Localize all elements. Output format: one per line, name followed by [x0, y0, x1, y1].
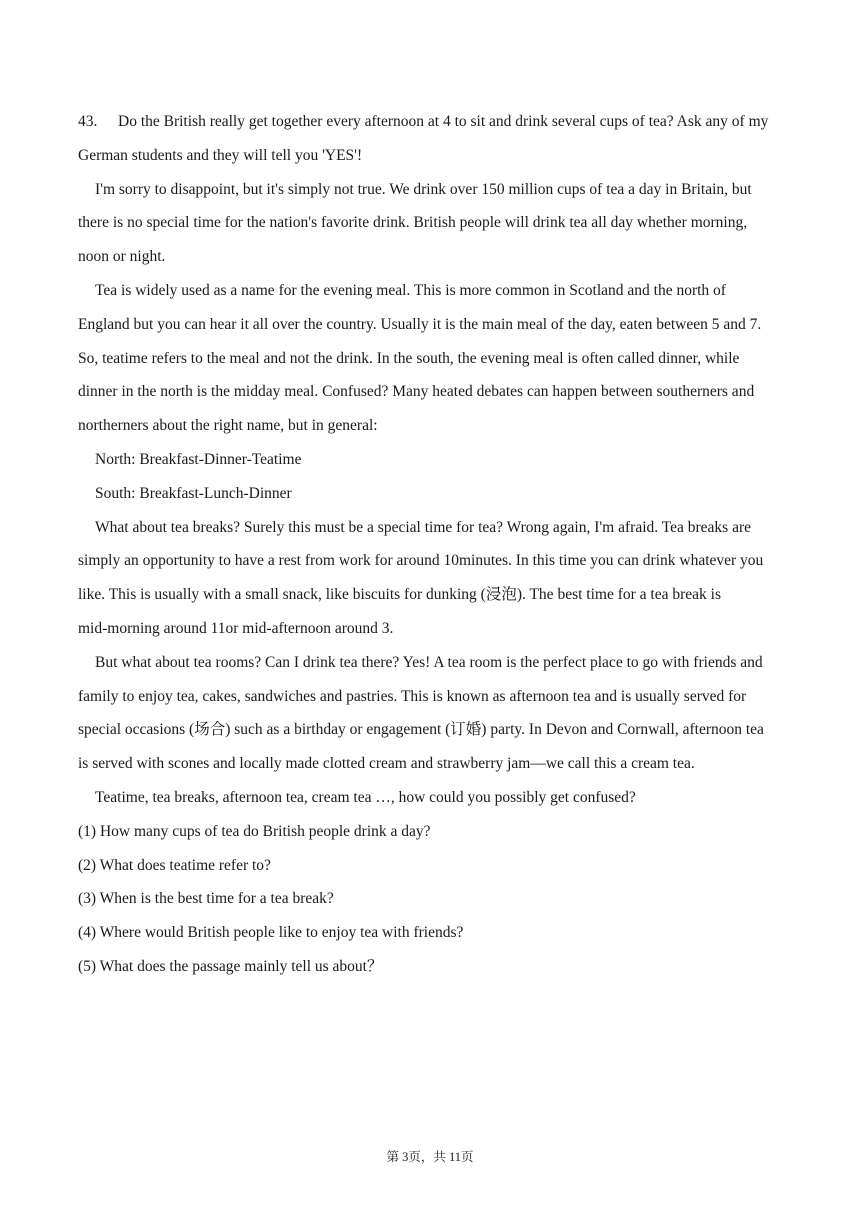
question-4: (4) Where would British people like to enjoy tea with friends? — [78, 924, 464, 942]
page-footer: 第 3页，共 11页 — [386, 1150, 474, 1164]
meal-names-south: South: Breakfast-Lunch-Dinner — [95, 484, 292, 502]
passage-content — [78, 105, 784, 984]
paragraph-4-line-4: is served with scones and locally made clotted cream and strawberry jam—we call this a cream tea. — [78, 755, 695, 773]
question-3: (3) When is the best time for a tea break? — [78, 890, 334, 908]
paragraph-1-line-2: there is no special time for the nation's favorite drink. British people will drink tea all day whether morning, — [78, 214, 748, 232]
passage-intro-line-1 — [78, 105, 784, 139]
paragraph-3-line-1: What about tea breaks? Surely this must be a special time for tea? Wrong again, I'm afraid. Tea breaks are — [95, 518, 751, 536]
paragraph-2-line-3: So, teatime refers to the meal and not the drink. In the south, the evening meal is often called dinner, while — [78, 349, 740, 367]
paragraph-4-line-3: special occasions (场合) such as a birthday or engagement (订婚) party. In Devon and Cornwall, afternoon tea — [78, 721, 764, 739]
paragraph-1-line-1: I'm sorry to disappoint, but it's simply not true. We drink over 150 million cups of tea a day in Britain, but — [95, 180, 752, 198]
paragraph-3-line-2: simply an opportunity to have a rest from work for around 10minutes. In this time you can drink whatever you — [78, 552, 764, 570]
paragraph-2-line-4: dinner in the north is the midday meal. Confused? Many heated debates can happen between southerners and — [78, 383, 755, 401]
paragraph-1-line-3: noon or night. — [78, 248, 166, 266]
paragraph-2-line-5: northerners about the right name, but in general: — [78, 417, 378, 435]
paragraph-3-line-4: mid-morning around 11or mid-afternoon around 3. — [78, 619, 394, 637]
paragraph-2-line-1: Tea is widely used as a name for the evening meal. This is more common in Scotland and the north of — [95, 281, 726, 299]
question-5: (5) What does the passage mainly tell us about？ — [78, 957, 383, 975]
paragraph-5: Teatime, tea breaks, afternoon tea, cream tea …, how could you possibly get confused? — [95, 788, 636, 806]
paragraph-2-line-2: England but you can hear it all over the country. Usually it is the main meal of the day, eaten between 5 and 7. — [78, 315, 762, 333]
paragraph-3-line-3: like. This is usually with a small snack, like biscuits for dunking (浸泡). The best time for a tea break is — [78, 586, 721, 604]
paragraph-4-line-2: family to enjoy tea, cakes, sandwiches and pastries. This is known as afternoon tea and is usually served for — [78, 687, 747, 705]
passage-intro-line-2: German students and they will tell you 'YES'! — [78, 146, 363, 164]
meal-names-north: North: Breakfast-Dinner-Teatime — [95, 450, 302, 468]
question-1: (1) How many cups of tea do British people drink a day? — [78, 822, 431, 840]
intro-text-1: Do the British really get together every afternoon at 4 to sit and drink several cups of tea? Ask any of my — [118, 113, 769, 130]
question-2: (2) What does teatime refer to? — [78, 856, 271, 874]
question-number: 43. — [78, 113, 98, 130]
paragraph-4-line-1: But what about tea rooms? Can I drink tea there? Yes! A tea room is the perfect place to go with friends and — [95, 653, 763, 671]
